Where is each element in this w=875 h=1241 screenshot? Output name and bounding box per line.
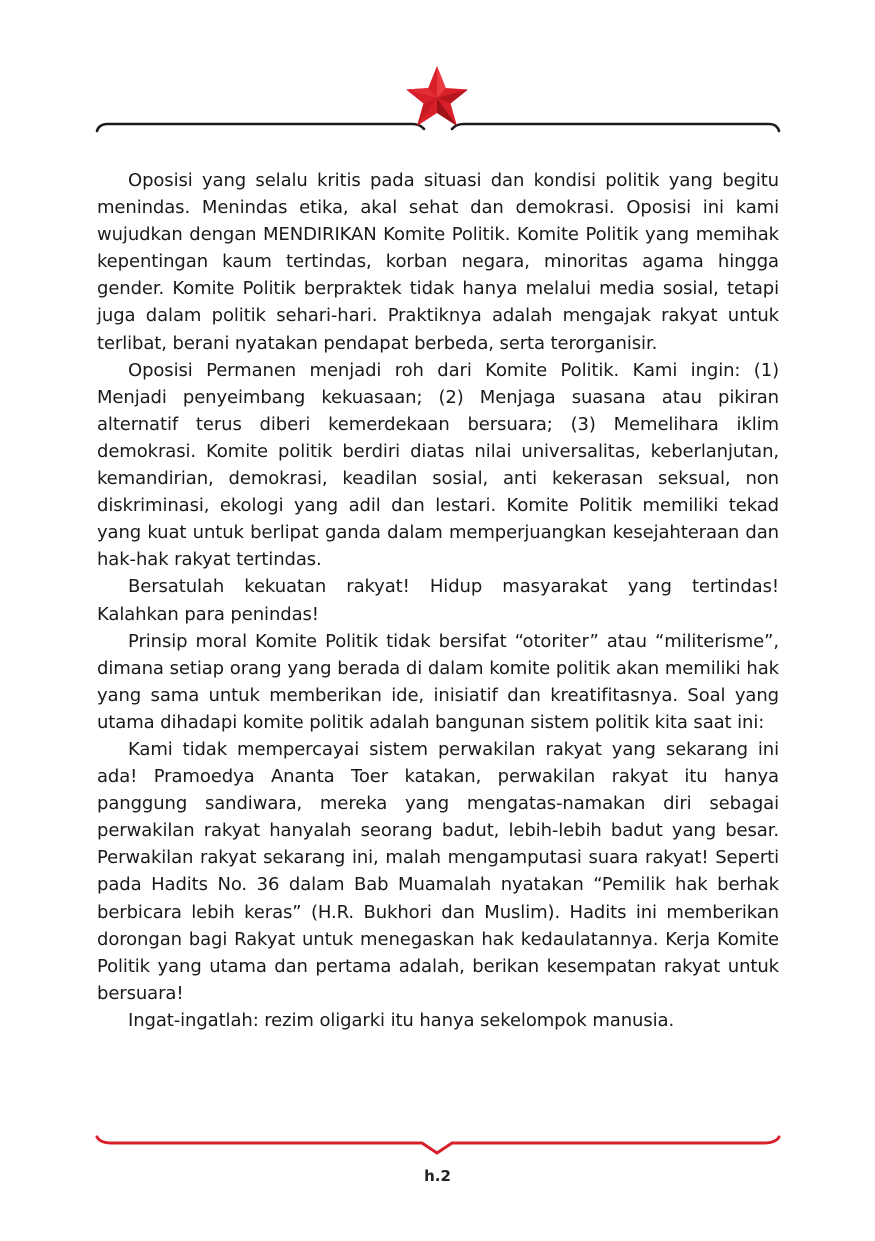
paragraph-1: Oposisi yang selalu kritis pada situasi dan kondisi politik yang begitu menindas. Menindas etika, akal sehat dan demokrasi. Oposisi ini kami wujudkan dengan MENDIRIKAN Komite Politik. Komite Politik yang memihak kepentingan kaum tertindas, korban negara, minoritas agama hingga gender. Komite Politik berpraktek tidak hanya melalui media sosial, tetapi juga dalam politik sehari-hari. Praktiknya adalah mengajak rakyat untuk terlibat, berani nyatakan pendapat berbeda, serta terorganisir. <box>97 170 779 354</box>
footer-divider-line <box>97 1137 779 1153</box>
body-text <box>97 167 779 1034</box>
red-star-icon <box>406 66 468 126</box>
header-ornament <box>0 0 875 140</box>
paragraph-2: Oposisi Permanen menjadi roh dari Komite Politik. Kami ingin: (1) Menjadi penyeimbang kekuasaan; (2) Menjaga suasana atau pikiran alternatif terus diberi kemerdekaan bersuara; (3) Memelihara iklim demokrasi. Komite politik berdiri diatas nilai universalitas, keberlanjutan, kemandirian, demokrasi, keadilan sosial, anti kekerasan seksual, non diskriminasi, ekologi yang adil dan lestari. Komite Politik memiliki tekad yang kuat untuk berlipat ganda dalam memperjuangkan kesejahteraan dan hak-hak rakyat tertindas. <box>97 359 779 571</box>
paragraph-6: Ingat-ingatlah: rezim oligarki itu hanya sekelompok manusia. <box>128 1009 675 1031</box>
paragraph-4: Prinsip moral Komite Politik tidak bersifat “otoriter” atau “militerisme”, dimana setiap orang yang berada di dalam komite politik akan memiliki hak yang sama untuk memberikan ide, inisiatif dan kreatifitasnya. Soal yang utama dihadapi komite politik adalah bangunan sistem politik kita saat ini: <box>97 630 779 733</box>
footer-ornament <box>0 1128 875 1158</box>
paragraph-5: Kami tidak mempercayai sistem perwakilan rakyat yang sekarang ini ada! Pramoedya Ananta Toer katakan, perwakilan rakyat itu hanya panggung sandiwara, mereka yang mengatas-namakan diri sebagai perwakilan rakyat hanyalah seorang badut, lebih-lebih badut yang besar. Perwakilan rakyat sekarang ini, malah mengamputasi suara rakyat! Seperti pada Hadits No. 36 dalam Bab Muamalah nyatakan “Pemilik hak berhak berbicara lebih keras” (H.R. Bukhori dan Muslim). Hadits ini memberikan dorongan bagi Rakyat untuk menegaskan hak kedaulatannya. Kerja Komite Politik yang utama dan pertama adalah, berikan kesempatan rakyat untuk bersuara! <box>97 738 779 1004</box>
header-divider-line <box>97 124 779 131</box>
page-number: h.2 <box>424 1167 451 1185</box>
paragraph-3: Bersatulah kekuatan rakyat! Hidup masyarakat yang tertindas! Kalahkan para penindas! <box>97 576 779 625</box>
